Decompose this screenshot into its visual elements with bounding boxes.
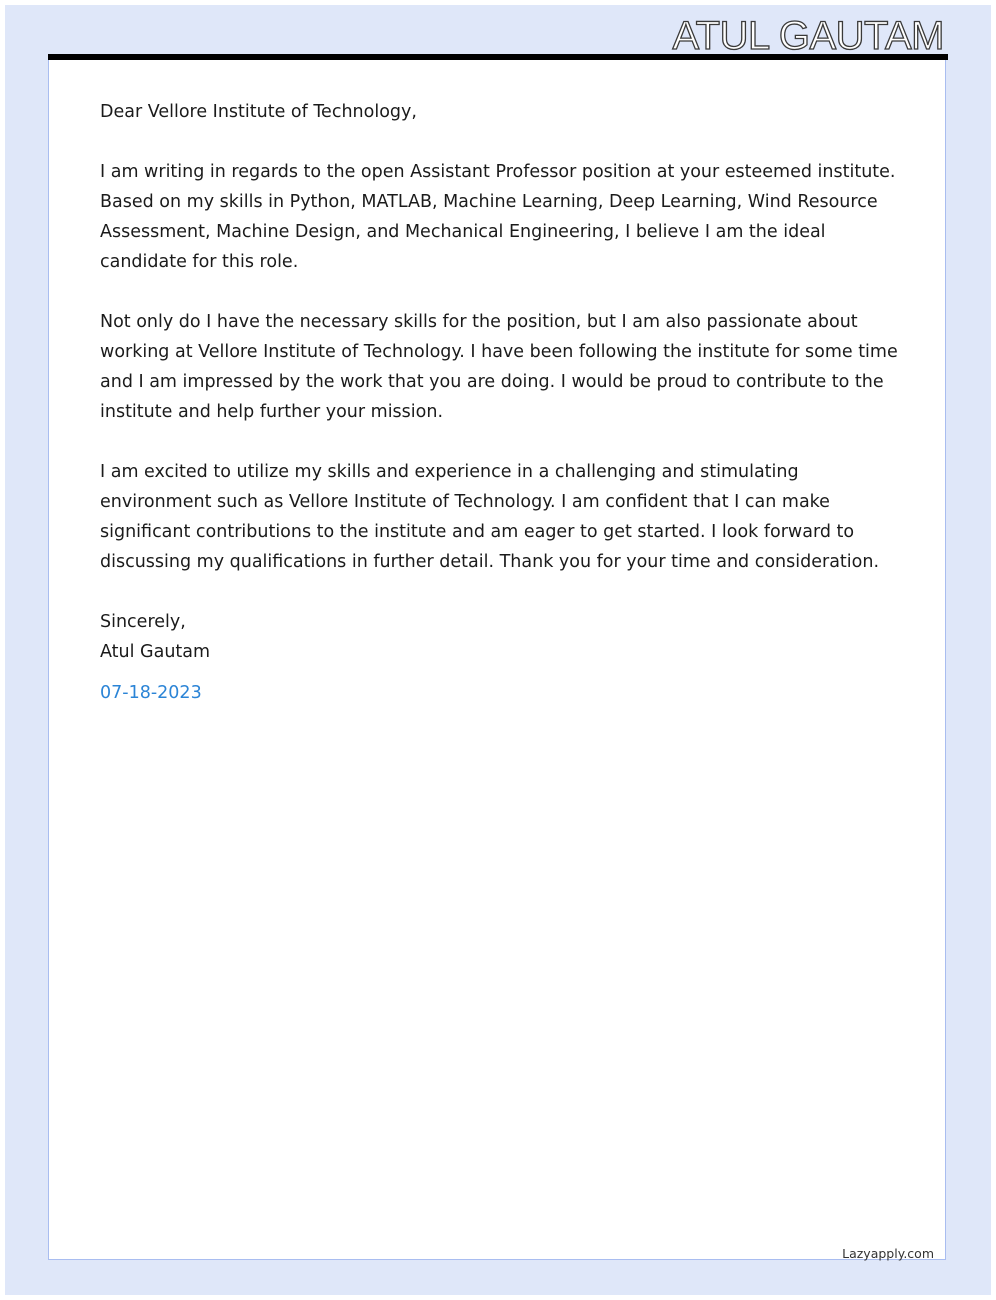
letter-date: 07-18-2023	[100, 683, 202, 703]
paragraph-conclusion: I am excited to utilize my skills and experience in a challenging and stimulating environment such as Vellore Institute of Technology. I am confident that I can make significant contributions to the institute and am eager to get started. I look forward to discussing my qualifications in further detail. Thank you for your time and consideration.	[100, 462, 880, 572]
paragraph-intro: I am writing in regards to the open Assistant Professor position at your esteemed institute. Based on my skills in Python, MATLAB, Machine Learning, Deep Learning, Wind Resource Assessment, Machine Design, and Mechanical Engineering, I believe I am the ideal candidate for this role.	[100, 162, 896, 272]
source-watermark: Lazyapply.com	[842, 1246, 934, 1261]
applicant-name-header: ATUL GAUTAM	[672, 14, 944, 58]
closing-phrase: Sincerely,	[100, 612, 186, 632]
letter-body	[100, 97, 900, 667]
paragraph-motivation: Not only do I have the necessary skills for the position, but I am also passionate about working at Vellore Institute of Technology. I have been following the institute for some time and I am impressed by the work that you are doing. I would be proud to contribute to the institute and help further your mission.	[100, 312, 898, 422]
signature-name: Atul Gautam	[100, 642, 211, 662]
salutation: Dear Vellore Institute of Technology,	[100, 102, 417, 122]
